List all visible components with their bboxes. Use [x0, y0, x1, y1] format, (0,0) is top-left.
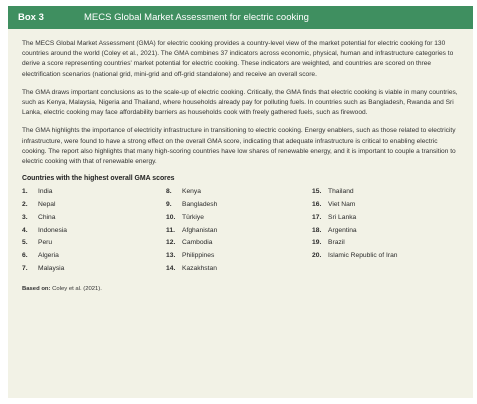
country: Islamic Republic of Iran — [328, 252, 398, 260]
source-label: Based on: — [22, 286, 51, 293]
country: Brazil — [328, 239, 345, 247]
rank: 20. — [312, 252, 322, 260]
list-item — [22, 201, 166, 208]
rank: 5. — [22, 239, 28, 247]
rank: 9. — [166, 201, 172, 209]
list-item — [312, 214, 462, 221]
box-content — [8, 29, 473, 292]
country: Malaysia — [38, 265, 65, 273]
rank: 4. — [22, 226, 28, 234]
list-item — [22, 252, 166, 259]
country: Algeria — [38, 252, 59, 260]
list-item — [312, 239, 462, 246]
country: Kazakhstan — [182, 265, 217, 273]
country: Sri Lanka — [328, 213, 357, 221]
list-item — [312, 227, 462, 234]
list-item — [166, 214, 312, 221]
source-text: Coley et al. (2021). — [52, 286, 102, 293]
source-note — [22, 286, 461, 292]
rank: 8. — [166, 188, 172, 196]
box-label: Box 3 — [18, 12, 44, 23]
country: Indonesia — [38, 226, 68, 234]
list-item — [312, 201, 462, 208]
country: China — [38, 213, 56, 221]
countries-column-3 — [312, 188, 462, 272]
list-item — [312, 188, 462, 195]
box-header — [8, 6, 473, 29]
countries-column-2 — [166, 188, 312, 272]
rank: 11. — [166, 226, 175, 234]
country: Afghanistan — [182, 226, 218, 234]
rank: 19. — [312, 239, 322, 247]
country: Philippines — [182, 252, 215, 260]
rank: 18. — [312, 226, 322, 234]
list-item — [22, 265, 166, 272]
rank: 15. — [312, 188, 322, 196]
rank: 1. — [22, 188, 28, 196]
paragraph-1: The MECS Global Market Assessment (GMA) for electric cooking provides a country-level view of the market potential for electric cooking for 130 countries around the world (Coley et al., 2021). The GMA combines 37 indicators across economic, physical, human and infrastructure categories to derive a score representing countries' market potential for electric cooking. These indicators are weighted, and countries are scored on three electrification scenarios (national grid, mini-grid and off-grid standalone) and receive an overall score. — [22, 40, 454, 78]
paragraph-2: The GMA draws important conclusions as to the scale-up of electric cooking. Critically, the GMA finds that electric cooking is viable in many countries, such as Kenya, Malaysia, Nigeria and Thailand, where households already pay for polluting fuels. In countries such as Bangladesh, Rwanda and Sri Lanka, electric cooking may face affordability barriers as households cook with freely gathered fuels, such as firewood. — [22, 88, 458, 117]
rank: 13. — [166, 252, 176, 260]
countries-column-1 — [22, 188, 166, 272]
list-item — [22, 214, 166, 221]
country: Viet Nam — [328, 201, 356, 209]
box-3 — [8, 6, 473, 398]
country: Bangladesh — [182, 201, 218, 209]
country: India — [38, 188, 53, 196]
list-item — [166, 252, 312, 259]
list-item — [166, 239, 312, 246]
rank: 10. — [166, 213, 176, 221]
list-item — [166, 188, 312, 195]
list-item — [166, 265, 312, 272]
list-item — [166, 227, 312, 234]
list-item — [166, 201, 312, 208]
rank: 14. — [166, 265, 176, 273]
rank: 3. — [22, 213, 28, 221]
country: Nepal — [38, 201, 56, 209]
country: Kenya — [182, 188, 201, 196]
countries-heading: Countries with the highest overall GMA scores — [22, 175, 175, 183]
country: Argentina — [328, 226, 357, 234]
country: Türkiye — [182, 213, 204, 221]
list-item — [312, 252, 462, 259]
country: Thailand — [328, 188, 354, 196]
rank: 2. — [22, 201, 28, 209]
rank: 7. — [22, 265, 28, 273]
box-title: MECS Global Market Assessment for electric cooking — [84, 12, 309, 23]
list-item — [22, 188, 166, 195]
countries-list — [22, 188, 461, 272]
rank: 12. — [166, 239, 176, 247]
list-item — [22, 227, 166, 234]
rank: 17. — [312, 213, 322, 221]
rank: 16. — [312, 201, 322, 209]
country: Cambodia — [182, 239, 213, 247]
list-item — [22, 239, 166, 246]
rank: 6. — [22, 252, 28, 260]
paragraph-3: The GMA highlights the importance of electricity infrastructure in transitioning to electric cooking. Energy enablers, such as those related to electricity infrastructure, were found to have a strong effect on the overall GMA score, indicating that adequate infrastructure is critical to enabling electric cooking. The report also highlights that many high-scoring countries have low shares of renewable energy, and it is important to couple a transition to electric cooking with that of renewable energy. — [22, 127, 456, 166]
country: Peru — [38, 239, 53, 247]
